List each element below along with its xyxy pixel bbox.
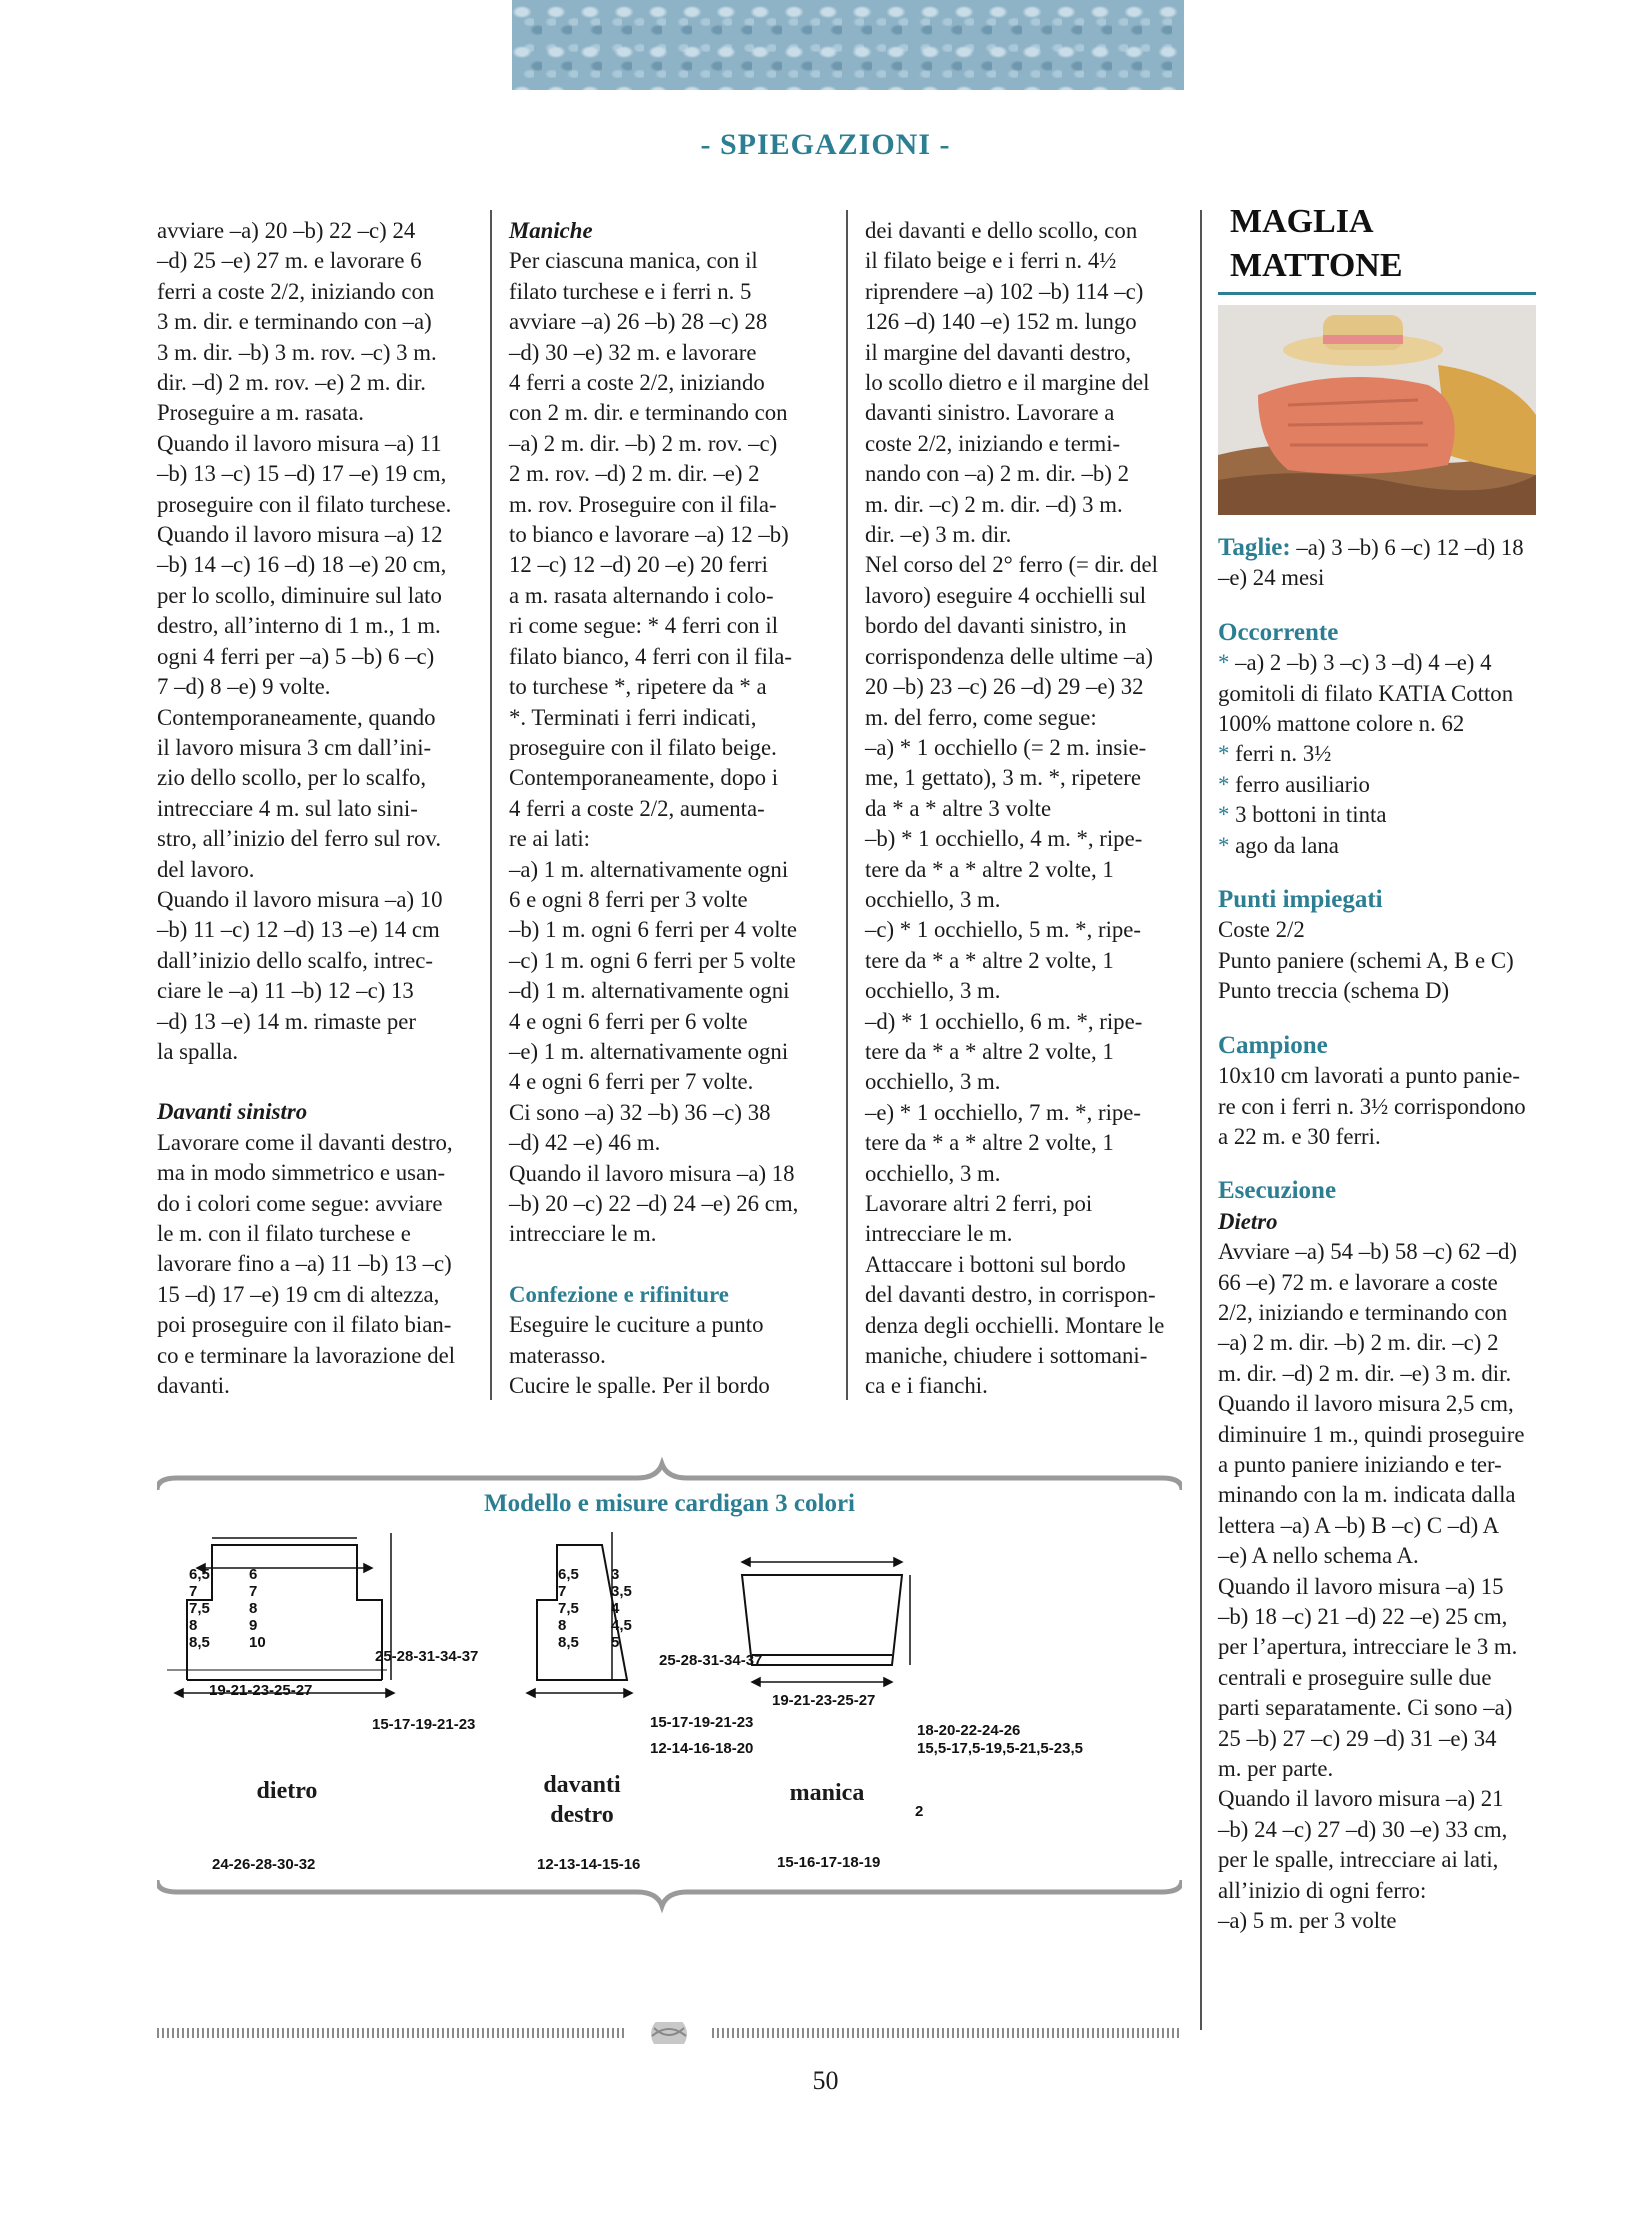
text-line: Cucire le spalle. Per il bordo: [509, 1373, 770, 1399]
sidebar-line-text: centrali e proseguire sulle due: [1218, 1664, 1492, 1690]
text-line: –b) 14 –c) 16 –d) 18 –e) 20 cm,: [157, 552, 447, 578]
text-line: materasso.: [509, 1342, 606, 1368]
sidebar-line: [1218, 1389, 1536, 1419]
text-line: davanti sinistro. Lavorare a: [865, 400, 1115, 426]
sidebar-line: [1218, 1237, 1536, 1267]
measure-value: 6,5: [189, 1566, 210, 1583]
measure-value: 3,5: [611, 1583, 632, 1600]
sidebar-line: [1218, 1328, 1536, 1358]
text-line: –c) * 1 occhiello, 5 m. *, ripe-: [865, 917, 1142, 943]
davanti-label-line2: destro: [550, 1802, 614, 1828]
text-column-1: [157, 216, 472, 1401]
text-line: ogni 4 ferri per –a) 5 –b) 6 –c): [157, 643, 435, 669]
text-line: stro, all’inizio del ferro sul rov.: [157, 826, 442, 852]
text-column-2: [509, 216, 827, 1401]
sidebar-line: [1218, 1663, 1536, 1693]
text-line: il lavoro misura 3 cm dall’ini-: [157, 734, 432, 760]
sidebar-title: MAGLIA MATTONE: [1230, 203, 1403, 284]
sidebar-line-text: –b) 24 –c) 27 –d) 30 –e) 33 cm,: [1218, 1816, 1508, 1842]
sidebar-line: [1218, 648, 1536, 678]
measure-value: 6,5: [558, 1566, 579, 1583]
column-divider: [1200, 210, 1202, 2030]
text-line: intrecciare 4 m. sul lato sini-: [157, 795, 418, 821]
sidebar-line-text: –e) A nello schema A.: [1218, 1543, 1419, 1569]
sidebar-line-text: Occorrente: [1218, 618, 1339, 646]
manica-width-bottom: 15-16-17-18-19: [777, 1854, 881, 1871]
text-line: proseguire con il filato turchese.: [157, 491, 452, 517]
manica-width-top: 19-21-23-25-27: [772, 1692, 876, 1709]
text-line: davanti.: [157, 1373, 230, 1399]
text-line: m. rov. Proseguire con il fila-: [509, 491, 777, 517]
text-line: 4 ferri a coste 2/2, iniziando: [509, 370, 765, 396]
sidebar-line: [1218, 1420, 1536, 1450]
sidebar-line-text: ferri n. 3½: [1235, 741, 1332, 767]
text-line: proseguire con il filato beige.: [509, 734, 777, 760]
sidebar-heading: [1218, 1031, 1536, 1061]
text-line: –a) 2 m. dir. –b) 2 m. rov. –c): [509, 430, 778, 456]
measure-value: 7,5: [189, 1600, 210, 1617]
text-line: tere da * a * altre 2 volte, 1: [865, 1130, 1114, 1156]
text-line: Attaccare i bottoni sul bordo: [865, 1251, 1126, 1277]
text-line: 126 –d) 140 –e) 152 m. lungo: [865, 309, 1137, 335]
text-line: le m. con il filato turchese e: [157, 1221, 411, 1246]
measure-value: 9: [249, 1617, 258, 1634]
text-line: bordo del davanti sinistro, in: [865, 613, 1127, 639]
sidebar-line: [1218, 1092, 1536, 1122]
text-line: dir. –e) 3 m. dir.: [865, 522, 1012, 548]
text-line: intrecciare le m.: [865, 1221, 1013, 1247]
text-line: 3 m. dir. –b) 3 m. rov. –c) 3 m.: [157, 339, 437, 365]
text-line: il margine del davanti destro,: [865, 339, 1132, 365]
text-line: –d) * 1 occhiello, 6 m. *, ripe-: [865, 1008, 1143, 1034]
sidebar-line-text: Dietro: [1218, 1208, 1278, 1234]
text-line: ri come segue: * 4 ferri con il: [509, 613, 779, 639]
sidebar-line: [1218, 1632, 1536, 1662]
manica-height-b: 15,5-17,5-19,5-21,5-23,5: [917, 1740, 1083, 1757]
davanti-width-bottom: 12-13-14-15-16: [537, 1856, 641, 1873]
text-line: Lavorare altri 2 ferri, poi: [865, 1191, 1093, 1216]
product-photo-illustration: [1218, 305, 1536, 515]
text-line: 7 –d) 8 –e) 9 volte.: [157, 674, 331, 700]
sidebar-line-text: a punto paniere iniziando e ter-: [1218, 1451, 1502, 1477]
sidebar-line-text: Campione: [1218, 1031, 1328, 1059]
text-line: 15 –d) 17 –e) 19 cm di altezza,: [157, 1281, 440, 1307]
pattern-manica: [742, 1575, 902, 1665]
sidebar-line: [1218, 563, 1536, 593]
manica-dimension-lines: [742, 1558, 910, 1686]
text-line: dir. –d) 2 m. rov. –e) 2 m. dir.: [157, 370, 426, 396]
text-line: denza degli occhielli. Montare le: [865, 1312, 1165, 1338]
column-divider: [846, 210, 848, 1400]
text-line: –e) 1 m. alternativamente ogni: [509, 1038, 789, 1064]
sidebar-line-text: Coste 2/2: [1218, 917, 1305, 943]
sidebar-heading: [1218, 885, 1536, 915]
sidebar-line: [1218, 1754, 1536, 1784]
sidebar-line-text: 3 bottoni in tinta: [1235, 802, 1387, 828]
text-line: co e terminare la lavorazione del: [157, 1342, 456, 1368]
sidebar-line: [1218, 1845, 1536, 1875]
manica-cuff: 2: [915, 1803, 924, 1820]
product-photo: [1218, 305, 1536, 515]
sidebar-line: [1218, 1906, 1536, 1936]
sidebar-line-text: diminuire 1 m., quindi proseguire: [1218, 1421, 1525, 1447]
text-line: lo scollo dietro e il margine del: [865, 370, 1150, 396]
text-line: m. dir. –c) 2 m. dir. –d) 3 m.: [865, 491, 1123, 517]
text-line: do i colori come segue: avviare: [157, 1190, 443, 1216]
text-line: Contemporaneamente, quando: [157, 704, 436, 730]
diagram-title: Modello e misure cardigan 3 colori: [483, 1490, 855, 1517]
sidebar-line: [1218, 679, 1536, 709]
sidebar-line-value: –a) 3 –b) 6 –c) 12 –d) 18: [1290, 535, 1524, 560]
text-line: –d) 42 –e) 46 m.: [509, 1130, 661, 1156]
sidebar-line: [1218, 739, 1536, 769]
header-knit-texture: [512, 0, 1184, 90]
sidebar-line-text: Taglie:: [1218, 534, 1291, 561]
text-line: *. Terminati i ferri indicati,: [509, 704, 757, 730]
text-line: Quando il lavoro misura –a) 18: [509, 1160, 795, 1186]
bullet-star-icon: *: [1218, 832, 1236, 858]
text-line: to turchese *, ripetere da * a: [509, 674, 767, 700]
measure-value: 8,5: [189, 1634, 210, 1651]
sidebar-line: [1218, 976, 1536, 1006]
sidebar-line: [1218, 1784, 1536, 1814]
text-line: –b) 13 –c) 15 –d) 17 –e) 19 cm,: [157, 461, 447, 487]
sidebar: [1218, 200, 1536, 1936]
text-line: to bianco e lavorare –a) 12 –b): [509, 522, 789, 548]
sidebar-line-text: 100% mattone colore n. 62: [1218, 711, 1465, 737]
text-line: Proseguire a m. rasata.: [157, 400, 364, 426]
text-line: riprendere –a) 102 –b) 114 –c): [865, 278, 1144, 304]
text-line: con 2 m. dir. e terminando con: [509, 400, 788, 426]
text-line: filato bianco, 4 ferri con il fila-: [509, 643, 792, 669]
text-line: maniche, chiudere i sottomani-: [865, 1343, 1148, 1369]
text-line: –c) 1 m. ogni 6 ferri per 5 volte: [509, 947, 796, 973]
sidebar-line-text: 66 –e) 72 m. e lavorare a coste: [1218, 1269, 1498, 1295]
sidebar-line: [1218, 800, 1536, 830]
text-line: avviare –a) 20 –b) 22 –c) 24: [157, 218, 416, 243]
text-line: zio dello scollo, per lo scalfo,: [157, 765, 427, 791]
sidebar-line-text: Quando il lavoro misura –a) 21: [1218, 1786, 1504, 1812]
dietro-top-height: 25-28-31-34-37: [375, 1648, 479, 1665]
sidebar-line: [1218, 1450, 1536, 1480]
text-line: –d) 30 –e) 32 m. e lavorare: [509, 339, 757, 365]
sidebar-line-text: Esecuzione: [1218, 1177, 1337, 1205]
text-line: Ci sono –a) 32 –b) 36 –c) 38: [509, 1099, 771, 1125]
sidebar-line-text: Punti impiegati: [1218, 886, 1383, 914]
text-line: poi proseguire con il filato bian-: [157, 1312, 452, 1338]
text-line: avviare –a) 26 –b) 28 –c) 28: [509, 309, 768, 335]
text-line: dall’inizio dello scalfo, intrec-: [157, 947, 433, 973]
davanti-height-a: 15-17-19-21-23: [650, 1714, 754, 1731]
bullet-star-icon: *: [1218, 741, 1236, 767]
text-line: destro, all’interno di 1 m., 1 m.: [157, 613, 441, 639]
text-line: –a) * 1 occhiello (= 2 m. insie-: [865, 734, 1147, 760]
measure-value: 8: [189, 1617, 198, 1634]
sidebar-heading: [1218, 1207, 1536, 1237]
measure-value: 4,5: [611, 1617, 632, 1634]
diagram-section: [157, 1450, 1182, 1920]
sidebar-line-text: a 22 m. e 30 ferri.: [1218, 1123, 1381, 1149]
measure-value: 10: [249, 1634, 266, 1651]
text-line: me, 1 gettato), 3 m. *, ripetere: [865, 765, 1142, 791]
text-line: 6 e ogni 8 ferri per 3 volte: [509, 886, 748, 912]
sidebar-line-text: Quando il lavoro misura –a) 15: [1218, 1573, 1504, 1599]
text-line: occhiello, 3 m.: [865, 886, 1001, 912]
sidebar-line-text: –e) 24 mesi: [1218, 565, 1325, 591]
text-line: m. del ferro, come segue:: [865, 704, 1097, 730]
sidebar-line-text: per le spalle, intrecciare ai lati,: [1218, 1847, 1499, 1873]
sidebar-line: [1218, 1815, 1536, 1845]
sidebar-title-rule: [1218, 292, 1536, 295]
spacer: [1218, 594, 1536, 618]
sidebar-line-text: gomitoli di filato KATIA Cotton: [1218, 680, 1514, 706]
sidebar-heading: [1218, 533, 1536, 563]
text-line: –d) 1 m. alternativamente ogni: [509, 978, 790, 1004]
bullet-star-icon: *: [1218, 802, 1236, 828]
text-line: –d) 25 –e) 27 m. e lavorare 6: [157, 248, 422, 274]
measure-value: 7,5: [558, 1600, 579, 1617]
text-line: 20 –b) 23 –c) 26 –d) 29 –e) 32: [865, 674, 1144, 700]
spacer: [157, 1067, 472, 1097]
text-column-3: [865, 216, 1187, 1402]
davanti-shoulder-right: [611, 1566, 632, 1651]
sidebar-line: [1218, 1724, 1536, 1754]
text-line: –b) * 1 occhiello, 4 m. *, ripe-: [865, 826, 1143, 852]
davanti-height-b: 12-14-16-18-20: [650, 1740, 754, 1757]
spacer: [1218, 1007, 1536, 1031]
text-line: 12 –c) 12 –d) 20 –e) 20 ferri: [509, 552, 768, 578]
sidebar-line-text: –b) 18 –c) 21 –d) 22 –e) 25 cm,: [1218, 1604, 1508, 1629]
column-divider: [490, 210, 492, 1400]
text-line: lavoro) eseguire 4 occhielli sul: [865, 582, 1147, 608]
sidebar-line: [1218, 1061, 1536, 1091]
text-line: il filato beige e i ferri n. 4½: [865, 248, 1117, 274]
text-line: a m. rasata alternando i colo-: [509, 582, 774, 608]
text-line: 4 e ogni 6 ferri per 7 volte.: [509, 1069, 754, 1095]
sidebar-line-text: Avviare –a) 54 –b) 58 –c) 62 –d): [1218, 1239, 1518, 1265]
subheading: Davanti sinistro: [157, 1099, 308, 1125]
sidebar-line: [1218, 1602, 1536, 1632]
davanti-top-height: 25-28-31-34-37: [659, 1652, 763, 1669]
sidebar-line-text: Punto treccia (schema D): [1218, 978, 1450, 1004]
text-line: da * a * altre 3 volte: [865, 795, 1052, 821]
text-line: tere da * a * altre 2 volte, 1: [865, 856, 1114, 882]
sidebar-line: [1218, 1268, 1536, 1298]
measure-value: 7: [249, 1583, 258, 1600]
text-line: ferri a coste 2/2, iniziando con: [157, 278, 435, 304]
text-line: occhiello, 3 m.: [865, 978, 1001, 1004]
text-line: tere da * a * altre 2 volte, 1: [865, 1038, 1114, 1064]
dietro-height-lower: 15-17-19-21-23: [372, 1716, 476, 1733]
text-line: 4 e ogni 6 ferri per 6 volte: [509, 1008, 748, 1034]
text-line: per lo scollo, diminuire sul lato: [157, 582, 442, 608]
footer-ornament: [157, 2022, 1182, 2044]
sidebar-line-text: ferro ausiliario: [1235, 771, 1370, 797]
sidebar-line-text: –a) 2 m. dir. –b) 2 m. dir. –c) 2: [1218, 1330, 1499, 1356]
subheading: Maniche: [509, 218, 593, 243]
measure-value: 8: [558, 1617, 567, 1634]
text-line: Quando il lavoro misura –a) 11: [157, 430, 442, 456]
sidebar-line: [1218, 946, 1536, 976]
measure-value: 7: [558, 1583, 567, 1600]
davanti-label: [527, 1770, 637, 1830]
measure-value: 6: [249, 1566, 258, 1583]
dietro-shoulder-left: [189, 1566, 210, 1651]
text-line: Eseguire le cuciture a punto: [509, 1312, 764, 1338]
measure-value: 8,5: [558, 1634, 579, 1651]
spacer: [509, 1250, 827, 1280]
sidebar-line-text: all’inizio di ogni ferro:: [1218, 1877, 1427, 1903]
text-line: –e) * 1 occhiello, 7 m. *, ripe-: [865, 1099, 1142, 1125]
dietro-shoulder-right: [249, 1566, 266, 1651]
sidebar-line: [1218, 915, 1536, 945]
dietro-width-bottom: 24-26-28-30-32: [212, 1856, 316, 1873]
bullet-star-icon: *: [1218, 771, 1236, 797]
text-line: ca e i fianchi.: [865, 1373, 988, 1399]
text-line: –b) 20 –c) 22 –d) 24 –e) 26 cm,: [509, 1191, 799, 1216]
sidebar-line-text: 2/2, iniziando e terminando con: [1218, 1299, 1508, 1325]
sidebar-line: [1218, 770, 1536, 800]
davanti-shoulder-left: [558, 1566, 579, 1651]
text-line: –b) 11 –c) 12 –d) 13 –e) 14 cm: [157, 917, 440, 943]
text-line: Contemporaneamente, dopo i: [509, 765, 779, 791]
text-line: re ai lati:: [509, 826, 591, 852]
dietro-width-top: 19-21-23-25-27: [209, 1682, 313, 1699]
text-line: ciare le –a) 11 –b) 12 –c) 13: [157, 978, 414, 1004]
text-line: 2 m. rov. –d) 2 m. dir. –e) 2: [509, 461, 760, 487]
sidebar-line: [1218, 1122, 1536, 1152]
manica-height-a: 18-20-22-24-26: [917, 1722, 1021, 1739]
text-line: intrecciare le m.: [509, 1221, 657, 1247]
text-line: Per ciascuna manica, con il: [509, 248, 758, 274]
spacer: [1218, 1152, 1536, 1176]
text-line: corrispondenza delle ultime –a): [865, 643, 1154, 669]
text-line: Quando il lavoro misura –a) 12: [157, 522, 443, 548]
sidebar-line-text: re con i ferri n. 3½ corrispondono: [1218, 1093, 1526, 1119]
bullet-star-icon: *: [1218, 650, 1236, 676]
sidebar-text: [1218, 533, 1536, 1936]
text-line: nando con –a) 2 m. dir. –b) 2: [865, 461, 1130, 487]
measure-value: 5: [611, 1634, 620, 1651]
sidebar-line-text: per l’apertura, intrecciare le 3 m.: [1218, 1634, 1518, 1660]
measure-value: 7: [189, 1583, 198, 1600]
subheading: Confezione e rifiniture: [509, 1281, 729, 1307]
sidebar-line-text: m. dir. –d) 2 m. dir. –e) 3 m. dir.: [1218, 1360, 1512, 1386]
measure-value: 4: [611, 1600, 620, 1617]
sidebar-line: [1218, 1876, 1536, 1906]
sidebar-line: [1218, 1572, 1536, 1602]
sidebar-line-text: lettera –a) A –b) B –c) C –d) A: [1218, 1512, 1500, 1538]
sidebar-line: [1218, 1693, 1536, 1723]
sidebar-line-text: m. per parte.: [1218, 1756, 1334, 1782]
text-line: Quando il lavoro misura –a) 10: [157, 886, 443, 912]
sidebar-line: [1218, 1480, 1536, 1510]
text-line: 3 m. dir. e terminando con –a): [157, 309, 432, 335]
sidebar-line: [1218, 1359, 1536, 1389]
davanti-label-line1: davanti: [543, 1772, 621, 1798]
text-line: la spalla.: [157, 1038, 239, 1064]
text-line: –a) 1 m. alternativamente ogni: [509, 856, 789, 882]
sidebar-line-text: minando con la m. indicata dalla: [1218, 1482, 1516, 1508]
text-line: dei davanti e dello scollo, con: [865, 218, 1138, 243]
text-line: lavorare fino a –a) 11 –b) 13 –c): [157, 1251, 452, 1277]
sidebar-line: [1218, 831, 1536, 861]
spacer: [1218, 861, 1536, 885]
text-line: occhiello, 3 m.: [865, 1160, 1001, 1186]
sidebar-line-text: Quando il lavoro misura 2,5 cm,: [1218, 1391, 1514, 1417]
text-line: –b) 1 m. ogni 6 ferri per 4 volte: [509, 917, 798, 943]
text-line: 4 ferri a coste 2/2, aumenta-: [509, 795, 765, 821]
text-line: ma in modo simmetrico e usan-: [157, 1160, 446, 1186]
text-line: –d) 13 –e) 14 m. rimaste per: [157, 1008, 416, 1034]
section-title: - SPIEGAZIONI -: [700, 128, 951, 161]
sidebar-line-text: 10x10 cm lavorati a punto panie-: [1218, 1063, 1520, 1089]
sidebar-line-text: parti separatamente. Ci sono –a): [1218, 1695, 1513, 1721]
manica-label: manica: [789, 1780, 865, 1806]
text-line: tere da * a * altre 2 volte, 1: [865, 947, 1114, 973]
page-number: 50: [812, 2066, 839, 2095]
text-line: del lavoro.: [157, 856, 255, 882]
sidebar-line-text: –a) 5 m. per 3 volte: [1218, 1908, 1397, 1934]
sidebar-line: [1218, 1511, 1536, 1541]
measure-value: 8: [249, 1600, 258, 1617]
text-line: Lavorare come il davanti destro,: [157, 1129, 453, 1155]
sidebar-line-text: ago da lana: [1235, 832, 1339, 858]
text-line: filato turchese e i ferri n. 5: [509, 278, 752, 304]
dietro-label: dietro: [256, 1778, 318, 1804]
sidebar-line-text: Punto paniere (schemi A, B e C): [1218, 947, 1514, 973]
sidebar-heading: [1218, 618, 1536, 648]
measure-value: 3: [611, 1566, 620, 1583]
sidebar-line-text: 25 –b) 27 –c) 29 –d) 31 –e) 34: [1218, 1725, 1497, 1751]
sidebar-line: [1218, 1298, 1536, 1328]
sidebar-line: [1218, 709, 1536, 739]
text-line: coste 2/2, iniziando e termi-: [865, 430, 1121, 456]
text-line: Nel corso del 2° ferro (= dir. del: [865, 552, 1158, 578]
sidebar-heading: [1218, 1176, 1536, 1206]
sidebar-line: [1218, 1541, 1536, 1571]
text-line: occhiello, 3 m.: [865, 1069, 1001, 1095]
text-line: del davanti destro, in corrispon-: [865, 1282, 1156, 1308]
sidebar-line-text: –a) 2 –b) 3 –c) 3 –d) 4 –e) 4: [1235, 650, 1492, 676]
